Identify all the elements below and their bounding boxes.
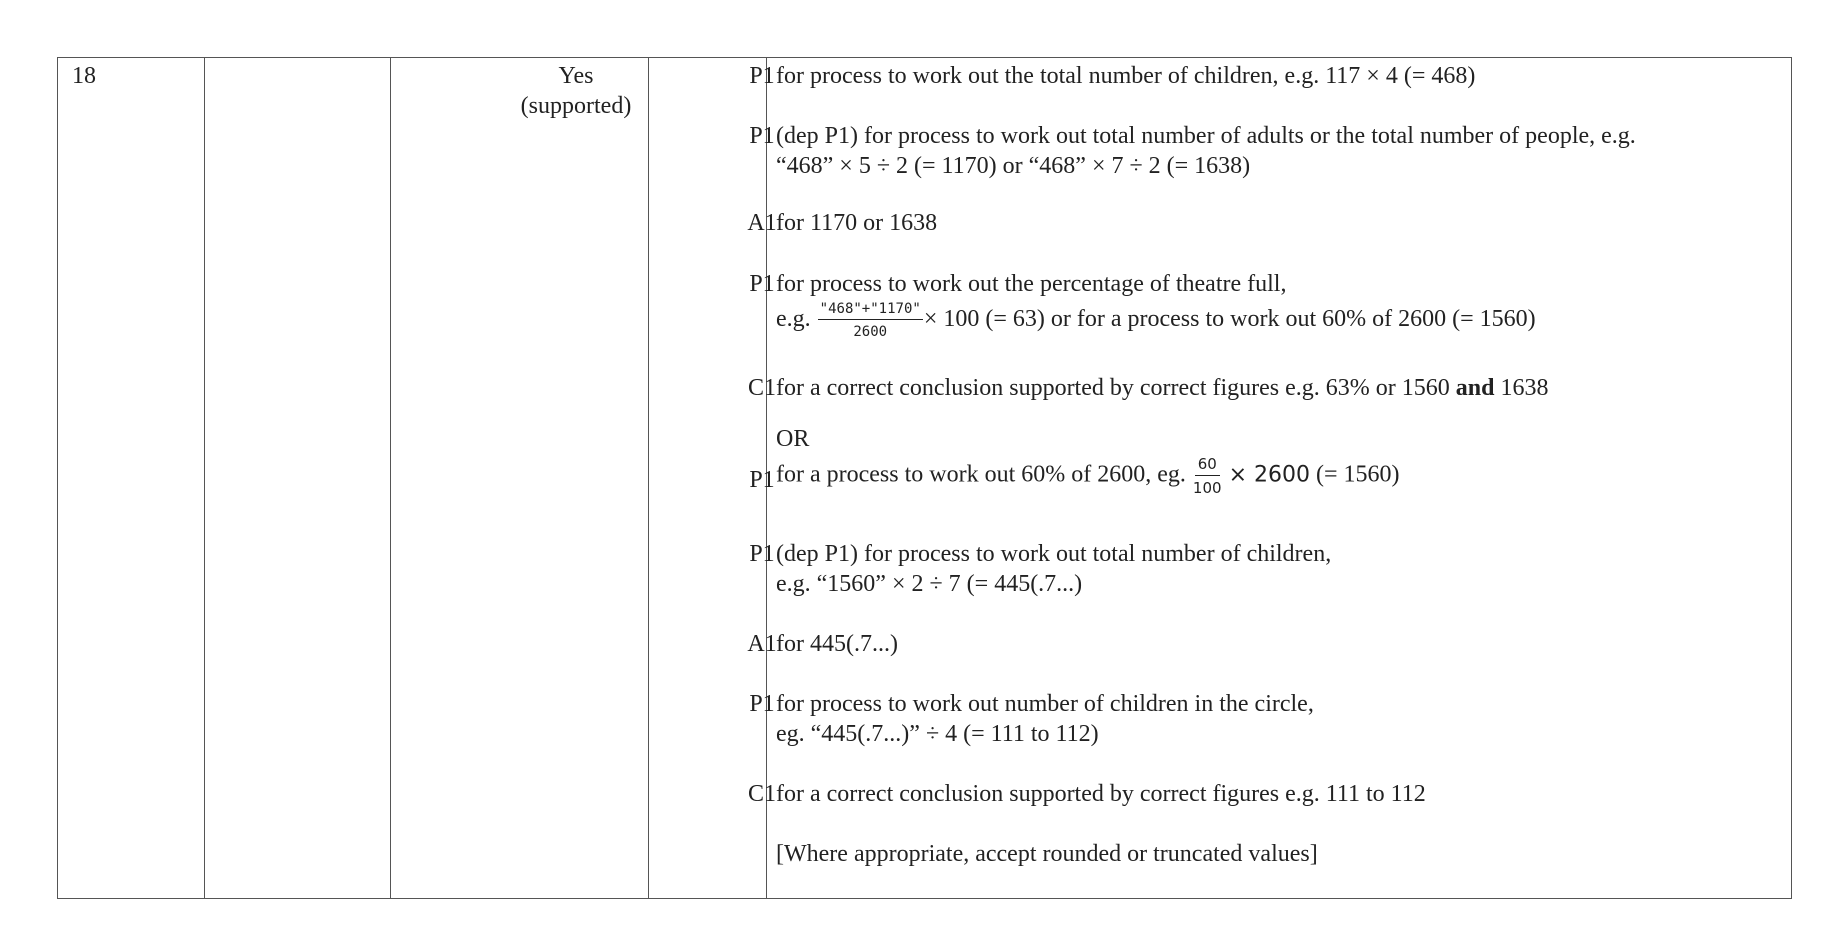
fraction-numerator: 60 [1195, 455, 1220, 476]
guidance-text: × 100 (= 63) or for a process to work out 60% of 2600 (= 1560) [923, 306, 1536, 333]
guidance-note [776, 269, 1536, 340]
mark-scheme-table [57, 57, 1792, 899]
fraction-denominator: 100 [1192, 479, 1222, 497]
mark-code: P1 [749, 691, 775, 717]
guidance-note [776, 455, 1400, 497]
guidance-note [776, 121, 1636, 181]
column-divider [648, 58, 649, 898]
guidance-note [776, 539, 1331, 599]
guidance-note: [Where appropriate, accept rounded or truncated values] [776, 841, 1318, 867]
fraction-numerator: "468"+"1170" [818, 301, 923, 320]
guidance-line: e.g. “1560” × 2 ÷ 7 (= 445(.7...) [776, 571, 1083, 597]
guidance-line: “468” × 5 ÷ 2 (= 1170) or “468” × 7 ÷ 2 (= 1638) [776, 153, 1251, 179]
guidance-text: for a correct conclusion supported by correct figures e.g. 63% or 1560 [776, 375, 1456, 401]
guidance-note [776, 689, 1314, 749]
fraction [1193, 455, 1222, 497]
column-divider [204, 58, 205, 898]
emphasis-text: and [1455, 375, 1495, 401]
guidance-note: for 1170 or 1638 [776, 210, 938, 236]
math-expression: × 2600 [1228, 462, 1310, 488]
guidance-text: e.g. [776, 306, 811, 333]
mark-code: P1 [749, 541, 775, 567]
mark-code: P1 [749, 271, 775, 297]
answer-line-1: Yes [558, 63, 594, 89]
mark-code: P1 [749, 123, 775, 149]
guidance-line: (dep P1) for process to work out total number of children, [776, 541, 1332, 567]
guidance-note: for a correct conclusion supported by correct figures e.g. 111 to 112 [776, 781, 1426, 807]
guidance-note: for 445(.7...) [776, 631, 898, 657]
guidance-line [776, 301, 1536, 340]
guidance-line: for process to work out number of children in the circle, [776, 691, 1314, 717]
question-number: 18 [72, 63, 96, 89]
guidance-line: (dep P1) for process to work out total number of adults or the total number of people, e.g. [776, 123, 1636, 149]
guidance-text: (= 1560) [1309, 461, 1400, 488]
guidance-text: for a process to work out 60% of 2600, eg. [776, 461, 1186, 488]
guidance-line: for process to work out the percentage of theatre full, [776, 271, 1287, 297]
mark-code: C1 [747, 375, 776, 401]
or-separator: OR [776, 426, 810, 452]
mark-code: P1 [749, 467, 775, 493]
mark-code: A1 [747, 210, 777, 236]
column-divider [390, 58, 391, 898]
fraction-denominator: 2600 [853, 324, 888, 340]
mark-code: P1 [749, 63, 775, 89]
guidance-text: 1638 [1494, 375, 1549, 401]
guidance-note: for process to work out the total number of children, e.g. 117 × 4 (= 468) [776, 63, 1476, 89]
guidance-line: eg. “445(.7...)” ÷ 4 (= 111 to 112) [776, 721, 1099, 747]
mark-code: A1 [747, 631, 777, 657]
mark-code: C1 [747, 781, 776, 807]
answer-line-2: (supported) [520, 93, 632, 119]
guidance-note [776, 373, 1548, 403]
fraction [818, 301, 923, 340]
